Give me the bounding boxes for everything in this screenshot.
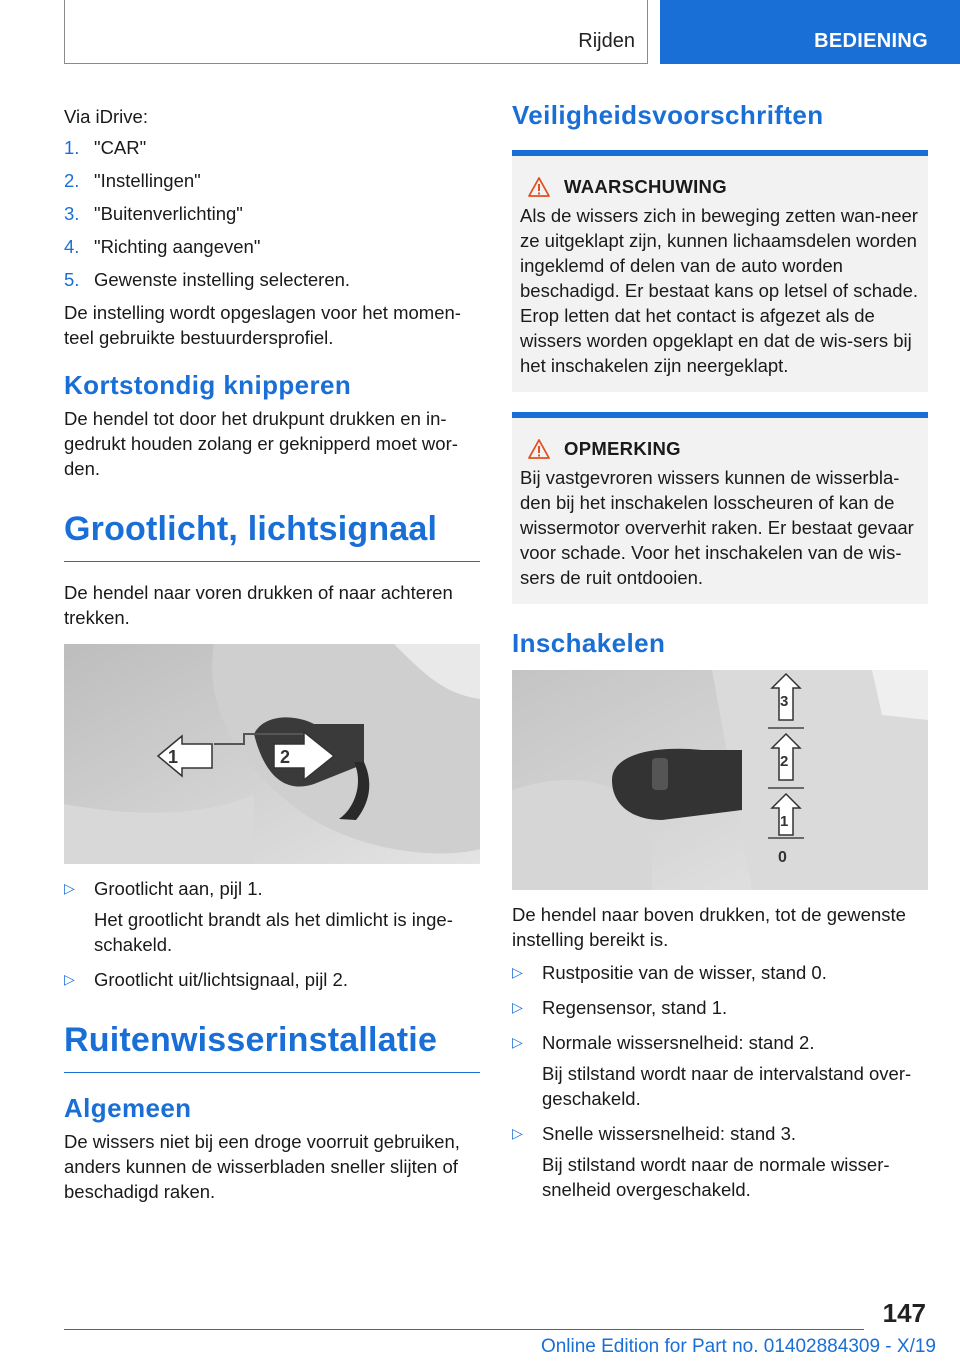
idrive-intro: Via iDrive: xyxy=(64,106,148,127)
notice-box xyxy=(512,412,928,604)
triangle-right-icon: ▷ xyxy=(64,971,75,987)
heading-ruitenwisser: Ruitenwisserinstallatie xyxy=(64,1018,480,1073)
fig2-label-0: 0 xyxy=(778,849,787,866)
inschakelen-text: De hendel naar boven drukken, tot de gewenste instelling bereikt is. xyxy=(512,904,906,950)
step-item: 5. Gewenste instelling selecteren. xyxy=(64,269,351,290)
triangle-right-icon: ▷ xyxy=(512,1125,523,1141)
inschakelen-bullets xyxy=(512,960,928,1202)
chapter-tab xyxy=(660,0,960,64)
fig2-label-1: 1 xyxy=(780,813,789,830)
step-item: 4. "Richting aangeven" xyxy=(64,236,261,257)
footer-divider xyxy=(64,1329,864,1330)
notice-text: Bij vastgevroren wissers kunnen de wisserbla-den bij het inschakelen losscheuren of kan de wissermotor oververhit raken. Er bestaat gevaar voor schade. Voor het inschakelen van de wis-sers de ruit ontdooien. xyxy=(520,467,914,588)
warning-title: WAARSCHUWING xyxy=(564,176,727,197)
warning-triangle-icon xyxy=(528,177,550,197)
heading-veiligheid: Veiligheidsvoorschriften xyxy=(512,100,824,130)
footer-edition: Online Edition for Part no. 01402884309 - X/19 xyxy=(540,1336,936,1357)
triangle-right-icon: ▷ xyxy=(64,880,75,896)
step-item: 3. "Buitenverlichting" xyxy=(64,203,243,224)
section-label: Rijden xyxy=(578,30,635,52)
grootlicht-bullets xyxy=(64,876,480,992)
header-box xyxy=(64,0,648,64)
list-item: ▷ Regensensor, stand 1. xyxy=(512,997,728,1018)
algemeen-text: De wissers niet bij een droge voorruit gebruiken, anders kunnen de wisserbladen sneller slijten of beschadigd raken. xyxy=(64,1131,460,1202)
figure-lever-high-beam xyxy=(64,644,480,864)
fig1-label-1: 1 xyxy=(168,747,179,767)
heading-inschakelen: Inschakelen xyxy=(512,628,666,658)
grootlicht-text: De hendel naar voren drukken of naar achteren trekken. xyxy=(64,582,453,628)
list-item: ▷ Grootlicht aan, pijl 1. Het grootlicht brandt als het dimlicht is inge-schakeld. xyxy=(64,878,453,955)
heading-kortstondig: Kortstondig knipperen xyxy=(64,370,352,400)
notice-title: OPMERKING xyxy=(564,438,681,459)
heading-algemeen: Algemeen xyxy=(64,1093,192,1123)
figure-lever-wiper xyxy=(512,670,928,890)
kortstondig-text: De hendel tot door het drukpunt drukken en in-gedrukt houden zolang er geknipperd moet wor-den. xyxy=(64,408,458,479)
right-column xyxy=(512,100,928,1212)
warning-text: Als de wissers zich in beweging zetten wan-neer ze uitgeklapt zijn, kunnen lichaamsdelen worden ingeklemd of delen van de auto worden beschadigd. Er bestaat kans op letsel of schade. Erop letten dat het contact is afgezet als de wissers worden opgeklapt en dat de wis-sers bij het inschakelen zijn neergeklapt. xyxy=(520,205,919,376)
saved-text: De instelling wordt opgeslagen voor het momen-teel gebruikte bestuurdersprofiel. xyxy=(64,302,461,348)
warning-box xyxy=(512,150,928,392)
chapter-label: BEDIENING xyxy=(814,30,928,52)
page-number: 147 xyxy=(882,1298,926,1328)
left-column xyxy=(64,104,480,1210)
list-item: ▷ Grootlicht uit/lichtsignaal, pijl 2. xyxy=(64,969,348,990)
fig1-label-2: 2 xyxy=(280,747,291,767)
fig2-label-3: 3 xyxy=(780,693,789,710)
fig2-label-2: 2 xyxy=(780,753,789,770)
triangle-right-icon: ▷ xyxy=(512,964,523,980)
step-item: 1. "CAR" xyxy=(64,137,147,158)
idrive-steps xyxy=(64,135,480,292)
step-item: 2. "Instellingen" xyxy=(64,170,201,191)
list-item: ▷ Rustpositie van de wisser, stand 0. xyxy=(512,962,827,983)
triangle-right-icon: ▷ xyxy=(512,999,523,1015)
triangle-right-icon: ▷ xyxy=(512,1034,523,1050)
list-item: ▷ Snelle wissersnelheid: stand 3. Bij stilstand wordt naar de normale wisser-snelheid overgeschakeld. xyxy=(512,1123,890,1200)
warning-triangle-icon xyxy=(528,439,550,459)
heading-grootlicht: Grootlicht, lichtsignaal xyxy=(64,507,480,562)
list-item: ▷ Normale wissersnelheid: stand 2. Bij stilstand wordt naar de intervalstand over-geschakeld. xyxy=(512,1032,912,1109)
